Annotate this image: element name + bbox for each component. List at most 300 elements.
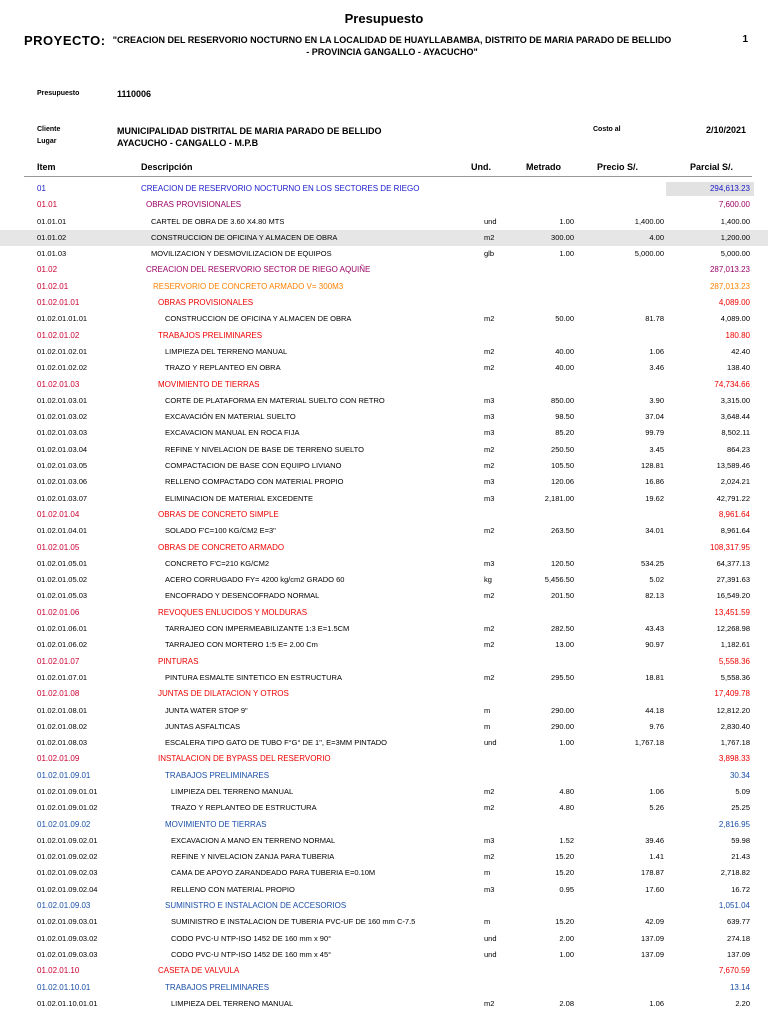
item-partial: 13,451.59	[714, 607, 750, 617]
item-description: JUNTAS DE DILATACION Y OTROS	[158, 689, 289, 699]
item-metrado: 15.20	[555, 868, 574, 878]
item-metrado: 290.00	[551, 705, 574, 715]
table-row	[0, 865, 768, 881]
item-code: 01.02.01.09.01.01	[37, 786, 98, 796]
col-header-par: Parcial S/.	[690, 162, 734, 172]
item-unit: m3	[484, 558, 495, 568]
item-price: 43.43	[645, 624, 664, 634]
item-code: 01.02.01.03.04	[37, 444, 88, 454]
item-partial: 2,024.21	[720, 477, 750, 487]
item-code: 01.02.01.06.01	[37, 624, 88, 634]
item-partial: 7,600.00	[718, 200, 750, 210]
item-code: 01.02.01.05.03	[37, 591, 88, 601]
item-code: 01.02.01.06.02	[37, 640, 88, 650]
item-description: CREACION DE RESERVORIO NOCTURNO EN LOS SECTORES DE RIEGO	[141, 184, 420, 193]
item-unit: m	[484, 721, 491, 731]
item-metrado: 50.00	[555, 314, 574, 324]
item-price: 42.09	[645, 917, 664, 927]
table-row	[0, 458, 768, 474]
item-price: 81.78	[645, 314, 664, 324]
item-metrado: 1.00	[559, 249, 574, 259]
table-row	[0, 572, 768, 588]
section-row	[0, 262, 768, 278]
item-unit: m2	[484, 672, 495, 682]
item-description: PINTURAS	[158, 656, 199, 666]
item-price: 5.02	[649, 575, 664, 585]
item-metrado: 15.20	[555, 852, 574, 862]
item-code: 01.02.01.08.01	[37, 705, 88, 715]
item-price: 19.62	[645, 493, 664, 503]
item-description: REFINE Y NIVELACION ZANJA PARA TUBERIA	[171, 852, 335, 862]
item-code: 01.02.01.03.06	[37, 477, 88, 487]
item-description: COMPACTACION DE BASE CON EQUIPO LIVIANO	[165, 461, 342, 471]
section-row	[0, 963, 768, 979]
item-description: EXCAVACION A MANO EN TERRENO NORMAL	[171, 835, 336, 845]
item-unit: m3	[484, 412, 495, 422]
item-metrado: 105.50	[551, 461, 574, 471]
item-description: CASETA DE VALVULA	[158, 966, 240, 976]
item-price: 99.79	[645, 428, 664, 438]
section-row	[0, 751, 768, 767]
section-row	[0, 898, 768, 914]
item-description: SUMINISTRO E INSTALACION DE TUBERIA PVC-UF DE 160 mm C-7.5	[171, 917, 416, 927]
item-description: ENCOFRADO Y DESENCOFRADO NORMAL	[165, 591, 320, 601]
table-row	[0, 947, 768, 963]
table-row	[0, 246, 768, 262]
item-code: 01.01	[37, 200, 58, 210]
item-code: 01.01.01	[37, 216, 67, 226]
item-description: CAMA DE APOYO ZARANDEADO PARA TUBERIA E=0.10M	[171, 868, 376, 878]
place-name: AYACUCHO - CANGALLO - M.P.B	[117, 138, 259, 148]
item-price: 5,000.00	[634, 249, 664, 259]
item-price: 1.41	[649, 852, 664, 862]
item-unit: m2	[484, 852, 495, 862]
table-row	[0, 360, 768, 376]
item-unit: glb	[484, 249, 495, 259]
item-description: CARTEL DE OBRA DE 3.60 X4.80 MTS	[151, 216, 285, 226]
section-row	[0, 980, 768, 996]
item-unit: m	[484, 917, 491, 927]
item-metrado: 850.00	[551, 395, 574, 405]
item-price: 34.01	[645, 526, 664, 536]
item-unit: m3	[484, 477, 495, 487]
item-unit: m2	[484, 998, 495, 1008]
section-row	[0, 197, 768, 213]
item-metrado: 98.50	[555, 412, 574, 422]
item-metrado: 40.00	[555, 346, 574, 356]
client-label: Cliente	[37, 126, 61, 133]
item-code: 01.02.01.08.02	[37, 721, 88, 731]
item-partial: 2,830.40	[720, 721, 750, 731]
document-title: Presupuesto	[344, 11, 424, 26]
item-unit: m2	[484, 526, 495, 536]
item-code: 01	[37, 184, 46, 193]
item-price: 178.87	[641, 868, 664, 878]
item-description: ELIMINACION DE MATERIAL EXCEDENTE	[165, 493, 313, 503]
section-row	[0, 817, 768, 833]
item-partial: 21.43	[731, 852, 750, 862]
item-code: 01.02.01.06	[37, 607, 80, 617]
item-partial: 108,317.95	[709, 542, 750, 552]
table-row	[0, 849, 768, 865]
item-price: 137.09	[641, 933, 664, 943]
item-metrado: 1.00	[559, 738, 574, 748]
item-partial: 3,898.33	[718, 754, 750, 764]
item-price: 1.06	[649, 346, 664, 356]
item-metrado: 13.00	[555, 640, 574, 650]
item-code: 01.02.01.02	[37, 330, 80, 340]
item-code: 01.02.01.02.01	[37, 346, 88, 356]
budget-code: 1110006	[117, 89, 152, 99]
item-description: REFINE Y NIVELACION DE BASE DE TERRENO SUELTO	[165, 444, 364, 454]
item-description: ESCALERA TIPO GATO DE TUBO F°G° DE 1", E=3MM PINTADO	[165, 738, 387, 748]
table-row	[0, 230, 768, 246]
item-price: 17.60	[645, 884, 664, 894]
item-description: CREACION DEL RESERVORIO SECTOR DE RIEGO AQUIÑE	[146, 265, 371, 275]
item-code: 01.02	[37, 265, 58, 275]
item-metrado: 0.95	[559, 884, 574, 894]
item-metrado: 263.50	[551, 526, 574, 536]
client-name: MUNICIPALIDAD DISTRITAL DE MARIA PARADO DE BELLIDO	[117, 126, 382, 136]
item-description: PINTURA ESMALTE SINTETICO EN ESTRUCTURA	[165, 672, 342, 682]
item-code: 01.02.01.10.01	[37, 982, 91, 992]
item-partial: 5,558.36	[718, 656, 750, 666]
item-code: 01.02.01.03.02	[37, 412, 88, 422]
item-description: MOVILIZACION Y DESMOVILIZACION DE EQUIPOS	[151, 249, 332, 259]
table-row	[0, 214, 768, 230]
item-price: 534.25	[641, 558, 664, 568]
item-partial: 12,812.20	[716, 705, 750, 715]
item-partial: 274.18	[727, 933, 750, 943]
item-partial: 7,670.59	[718, 966, 750, 976]
item-description: INSTALACION DE BYPASS DEL RESERVORIO	[158, 754, 331, 764]
cost-date: 2/10/2021	[705, 125, 746, 135]
item-code: 01.02.01.02.02	[37, 363, 88, 373]
table-row	[0, 409, 768, 425]
item-unit: m3	[484, 395, 495, 405]
table-row	[0, 491, 768, 507]
item-code: 01.02.01.08	[37, 689, 80, 699]
item-partial: 13,589.46	[716, 461, 750, 471]
item-description: SUMINISTRO E INSTALACION DE ACCESORIOS	[165, 901, 347, 911]
item-price: 4.00	[649, 232, 664, 242]
item-description: LIMPIEZA DEL TERRENO MANUAL	[165, 346, 288, 356]
item-code: 01.02.01.09	[37, 754, 80, 764]
section-row	[0, 507, 768, 523]
item-code: 01.02.01.08.03	[37, 738, 88, 748]
item-partial: 2,718.82	[720, 868, 750, 878]
item-code: 01.02.01.10	[37, 966, 80, 976]
item-description: LIMPIEZA DEL TERRENO MANUAL	[171, 998, 294, 1008]
item-metrado: 1.52	[559, 835, 574, 845]
item-code: 01.02.01.09.02.01	[37, 835, 98, 845]
item-description: CONSTRUCCION DE OFICINA Y ALMACEN DE OBRA	[165, 314, 352, 324]
item-code: 01.02.01.09.01	[37, 770, 91, 780]
section-row	[0, 654, 768, 670]
item-metrado: 1.00	[559, 216, 574, 226]
item-metrado: 4.80	[559, 803, 574, 813]
item-partial: 1,767.18	[720, 738, 750, 748]
item-description: SOLADO F'C=100 KG/CM2 E=3"	[165, 526, 276, 536]
item-metrado: 201.50	[551, 591, 574, 601]
table-row	[0, 882, 768, 898]
item-code: 01.02.01.09.03.02	[37, 933, 98, 943]
col-header-met: Metrado	[526, 162, 562, 172]
item-metrado: 290.00	[551, 721, 574, 731]
item-partial: 25.25	[731, 803, 750, 813]
item-code: 01.02.01.03.03	[37, 428, 88, 438]
item-code: 01.02.01.09.02.03	[37, 868, 98, 878]
item-partial: 3,315.00	[720, 395, 750, 405]
item-code: 01.02.01.05.02	[37, 575, 88, 585]
table-row	[0, 556, 768, 572]
item-partial: 42,791.22	[716, 493, 750, 503]
item-description: ACERO CORRUGADO FY= 4200 kg/cm2 GRADO 60	[165, 575, 345, 585]
item-description: TRABAJOS PRELIMINARES	[158, 330, 263, 340]
item-unit: m2	[484, 640, 495, 650]
item-unit: m2	[484, 803, 495, 813]
item-description: EXCAVACION MANUAL EN ROCA FIJA	[165, 428, 300, 438]
item-partial: 4,089.00	[720, 314, 750, 324]
section-row	[0, 540, 768, 556]
section-row	[0, 377, 768, 393]
item-unit: m2	[484, 314, 495, 324]
item-description: LIMPIEZA DEL TERRENO MANUAL	[171, 786, 294, 796]
item-price: 16.86	[645, 477, 664, 487]
item-metrado: 15.20	[555, 917, 574, 927]
item-metrado: 282.50	[551, 624, 574, 634]
table-row	[0, 523, 768, 539]
item-code: 01.02.01.09.03	[37, 901, 91, 911]
item-code: 01.02.01.07.01	[37, 672, 88, 682]
col-header-item: Item	[37, 162, 56, 172]
item-partial: 74,734.66	[714, 379, 750, 389]
item-unit: m2	[484, 444, 495, 454]
item-description: EXCAVACIÓN EN MATERIAL SUELTO	[165, 412, 296, 422]
item-metrado: 120.50	[551, 558, 574, 568]
item-description: CORTE DE PLATAFORMA EN MATERIAL SUELTO CON RETRO	[165, 395, 385, 405]
item-partial: 13.14	[729, 982, 750, 992]
item-unit: m3	[484, 835, 495, 845]
item-price: 9.76	[649, 721, 664, 731]
section-row	[0, 181, 768, 197]
item-partial: 1,400.00	[720, 216, 750, 226]
table-row	[0, 311, 768, 327]
table-row	[0, 784, 768, 800]
item-unit: m2	[484, 591, 495, 601]
item-description: REVOQUES ENLUCIDOS Y MOLDURAS	[158, 607, 308, 617]
col-header-pre: Precio S/.	[597, 162, 639, 172]
item-price: 137.09	[641, 949, 664, 959]
item-partial: 59.98	[731, 835, 750, 845]
col-header-desc: Descripción	[141, 162, 193, 172]
item-partial: 5.09	[735, 786, 750, 796]
item-code: 01.01.03	[37, 249, 67, 259]
item-partial: 1,200.00	[720, 232, 750, 242]
project-name: "CREACION DEL RESERVORIO NOCTURNO EN LA LOCALIDAD DE HUAYLLABAMBA, DISTRITO DE MARIA PARADO DE BELLIDO - PROVINCIA GANGALLO - AYACUCHO"	[112, 35, 672, 57]
item-unit: und	[484, 216, 497, 226]
item-metrado: 40.00	[555, 363, 574, 373]
section-row	[0, 279, 768, 295]
item-unit: m3	[484, 493, 495, 503]
table-row	[0, 719, 768, 735]
cost-label: Costo al	[593, 126, 621, 133]
table-row	[0, 800, 768, 816]
item-code: 01.02.01.09.02.04	[37, 884, 98, 894]
item-unit: und	[484, 738, 497, 748]
table-row	[0, 344, 768, 360]
project-label: PROYECTO:	[24, 33, 106, 48]
item-unit: m2	[484, 363, 495, 373]
item-metrado: 250.50	[551, 444, 574, 454]
item-metrado: 2.08	[559, 998, 574, 1008]
item-partial: 5,000.00	[720, 249, 750, 259]
section-row	[0, 686, 768, 702]
item-metrado: 2.00	[559, 933, 574, 943]
budget-table	[0, 181, 768, 1012]
item-code: 01.02.01.09.03.03	[37, 949, 98, 959]
item-price: 5.26	[649, 803, 664, 813]
item-price: 128.81	[641, 461, 664, 471]
item-metrado: 85.20	[555, 428, 574, 438]
item-partial: 1,182.61	[720, 640, 750, 650]
table-row	[0, 474, 768, 490]
item-price: 37.04	[645, 412, 664, 422]
item-code: 01.02.01	[37, 281, 69, 291]
table-row	[0, 703, 768, 719]
item-partial: 8,961.64	[718, 509, 750, 519]
item-code: 01.02.01.09.02	[37, 819, 91, 829]
item-partial: 30.34	[729, 770, 750, 780]
item-unit: m	[484, 868, 491, 878]
item-partial: 180.80	[725, 330, 750, 340]
item-unit: m3	[484, 428, 495, 438]
item-description: OBRAS DE CONCRETO SIMPLE	[158, 509, 279, 519]
item-code: 01.02.01.05	[37, 542, 80, 552]
item-description: TRABAJOS PRELIMINARES	[165, 770, 270, 780]
table-row	[0, 637, 768, 653]
item-code: 01.01.02	[37, 232, 67, 242]
item-code: 01.02.01.10.01.01	[37, 998, 98, 1008]
item-code: 01.02.01.07	[37, 656, 80, 666]
item-unit: m2	[484, 346, 495, 356]
item-partial: 864.23	[727, 444, 750, 454]
col-header-und: Und.	[471, 162, 491, 172]
item-price: 3.46	[649, 363, 664, 373]
table-row	[0, 996, 768, 1012]
item-metrado: 300.00	[551, 232, 574, 242]
item-code: 01.02.01.03.05	[37, 461, 88, 471]
item-partial: 8,961.64	[720, 526, 750, 536]
item-unit: m2	[484, 461, 495, 471]
item-partial: 639.77	[727, 917, 750, 927]
item-partial: 8,502.11	[721, 428, 750, 438]
item-code: 01.02.01.03.01	[37, 395, 88, 405]
item-partial: 5,558.36	[720, 672, 750, 682]
item-partial: 287,013.23	[709, 281, 750, 291]
item-unit: und	[484, 933, 497, 943]
table-row	[0, 393, 768, 409]
item-partial: 4,089.00	[718, 298, 750, 308]
item-partial: 16.72	[731, 884, 750, 894]
item-description: CODO PVC-U NTP-ISO 1452 DE 160 mm x 45°	[171, 949, 332, 959]
item-price: 1.06	[649, 998, 664, 1008]
table-row	[0, 425, 768, 441]
item-description: CONCRETO F'C=210 KG/CM2	[165, 558, 270, 568]
table-row	[0, 670, 768, 686]
section-row	[0, 295, 768, 311]
item-price: 1.06	[649, 786, 664, 796]
client-block	[117, 125, 382, 149]
item-description: CONSTRUCCION DE OFICINA Y ALMACEN DE OBRA	[151, 232, 338, 242]
item-description: MOVIMIENTO DE TIERRAS	[165, 819, 267, 829]
table-row	[0, 621, 768, 637]
item-description: RELLENO COMPACTADO CON MATERIAL PROPIO	[165, 477, 344, 487]
item-code: 01.02.01.04	[37, 509, 80, 519]
item-unit: m2	[484, 232, 495, 242]
table-row	[0, 588, 768, 604]
item-unit: m2	[484, 624, 495, 634]
item-unit: m3	[484, 884, 495, 894]
item-partial: 16,549.20	[716, 591, 750, 601]
item-metrado: 2,181.00	[544, 493, 574, 503]
item-partial: 42.40	[731, 346, 750, 356]
item-code: 01.02.01.09.03.01	[37, 917, 98, 927]
item-code: 01.02.01.05.01	[37, 558, 88, 568]
item-partial: 2.20	[735, 998, 750, 1008]
item-unit: m2	[484, 786, 495, 796]
item-description: CODO PVC-U NTP-ISO 1452 DE 160 mm x 90°	[171, 933, 332, 943]
item-description: JUNTAS ASFALTICAS	[165, 721, 241, 731]
table-row	[0, 914, 768, 930]
item-unit: kg	[484, 575, 492, 585]
item-price: 90.97	[645, 640, 664, 650]
item-description: RELLENO CON MATERIAL PROPIO	[171, 884, 295, 894]
table-row	[0, 931, 768, 947]
item-code: 01.02.01.01.01	[37, 314, 88, 324]
item-code: 01.02.01.03	[37, 379, 80, 389]
item-description: TARRAJEO CON IMPERMEABILIZANTE 1:3 E=1.5CM	[165, 624, 350, 634]
item-code: 01.02.01.09.02.02	[37, 852, 98, 862]
item-price: 1,767.18	[634, 738, 664, 748]
place-label: Lugar	[37, 138, 57, 145]
table-row	[0, 735, 768, 751]
item-description: MOVIMIENTO DE TIERRAS	[158, 379, 260, 389]
item-partial: 137.09	[727, 949, 750, 959]
item-price: 3.90	[649, 395, 664, 405]
item-description: OBRAS PROVISIONALES	[146, 200, 242, 210]
item-description: TARRAJEO CON MORTERO 1:5 E= 2.00 Cm	[165, 640, 318, 650]
item-metrado: 4.80	[559, 786, 574, 796]
item-description: OBRAS DE CONCRETO ARMADO	[158, 542, 285, 552]
item-metrado: 1.00	[559, 949, 574, 959]
item-price: 44.18	[645, 705, 664, 715]
table-row	[0, 833, 768, 849]
item-description: TRAZO Y REPLANTEO DE ESTRUCTURA	[171, 803, 317, 813]
item-partial: 12,268.98	[716, 624, 750, 634]
item-price: 18.81	[645, 672, 664, 682]
item-partial: 64,377.13	[716, 558, 750, 568]
item-code: 01.02.01.04.01	[37, 526, 88, 536]
section-row	[0, 605, 768, 621]
item-partial: 17,409.78	[714, 689, 750, 699]
item-partial: 1,051.04	[718, 901, 750, 911]
item-price: 39.46	[645, 835, 664, 845]
item-partial: 27,391.63	[716, 575, 750, 585]
section-row	[0, 768, 768, 784]
item-partial: 294,613.23	[709, 184, 750, 193]
item-metrado: 120.06	[551, 477, 574, 487]
